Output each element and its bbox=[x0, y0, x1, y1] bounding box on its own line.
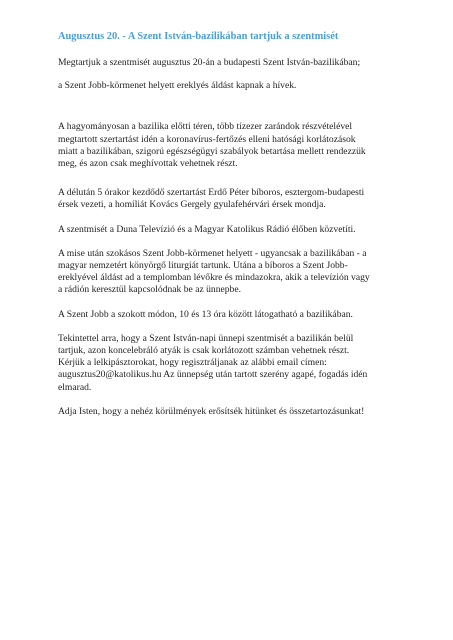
paragraph-visiting-hours: A Szent Jobb a szokott módon, 10 és 13 óra között látogatható a bazilikában. bbox=[58, 308, 353, 320]
paragraph-registration: Tekintettel arra, hogy a Szent István-napi ünnepi szentmisét a bazilikán belül tartjuk, azon koncelebráló atyák is csak korlátozott számban vehetnek részt. Kérjük a lelkipásztorokat, hogy regisztráljanak az alábbi email címen: augusztus20@katolikus.hu Az ünnepség után tartott szerény agapé, fogadás idén elmarad. bbox=[58, 332, 368, 393]
paragraph-blessing: a Szent Jobb-körmenet helyett ereklyés áldást kapnak a hívek. bbox=[58, 80, 297, 92]
paragraph-ceremony: A délután 5 órakor kezdődő szertartást Erdő Péter bíboros, esztergom-budapesti érsek vezeti, a homíliát Kovács Gergely gyulafehérvári érsek mondja. bbox=[58, 187, 365, 211]
paragraph-tradition: A hagyományosan a bazilika előtti téren, több tízezer zarándok részvételével megtartott szertartást idén a koronavírus-fertőzés elleni hatósági korlátozások miatt a bazilikában, szigorú egészségügyi szabályok betartása mellett rendezzük meg, és azon csak meghívottak vehetnek részt. bbox=[58, 121, 366, 170]
paragraph-intro: Megtartjuk a szentmisét augusztus 20-án a budapesti Szent István-bazilikában; bbox=[58, 57, 361, 68]
paragraph-closing: Adja Isten, hogy a nehéz körülmények erősítsék hitünket és összetartozásunkat! bbox=[58, 405, 365, 417]
paragraph-liturgy: A mise után szokásos Szent Jobb-körmenet helyett - ugyancsak a bazilikában - a magyar nemzetért könyörgő liturgiát tartunk. Utána a bíboros a Szent Jobb- ereklyével áldást ad a templomban lévőkre és mindazokra, akik a televízión vagy a rádión keresztül kapcsolódnak be az ünnepbe. bbox=[58, 247, 370, 296]
paragraph-broadcast: A szentmisét a Duna Televízió és a Magyar Katolikus Rádió élőben közvetíti. bbox=[58, 223, 356, 235]
document-title: Augusztus 20. - A Szent István-bazilikában tartjuk a szentmisét bbox=[58, 31, 339, 42]
